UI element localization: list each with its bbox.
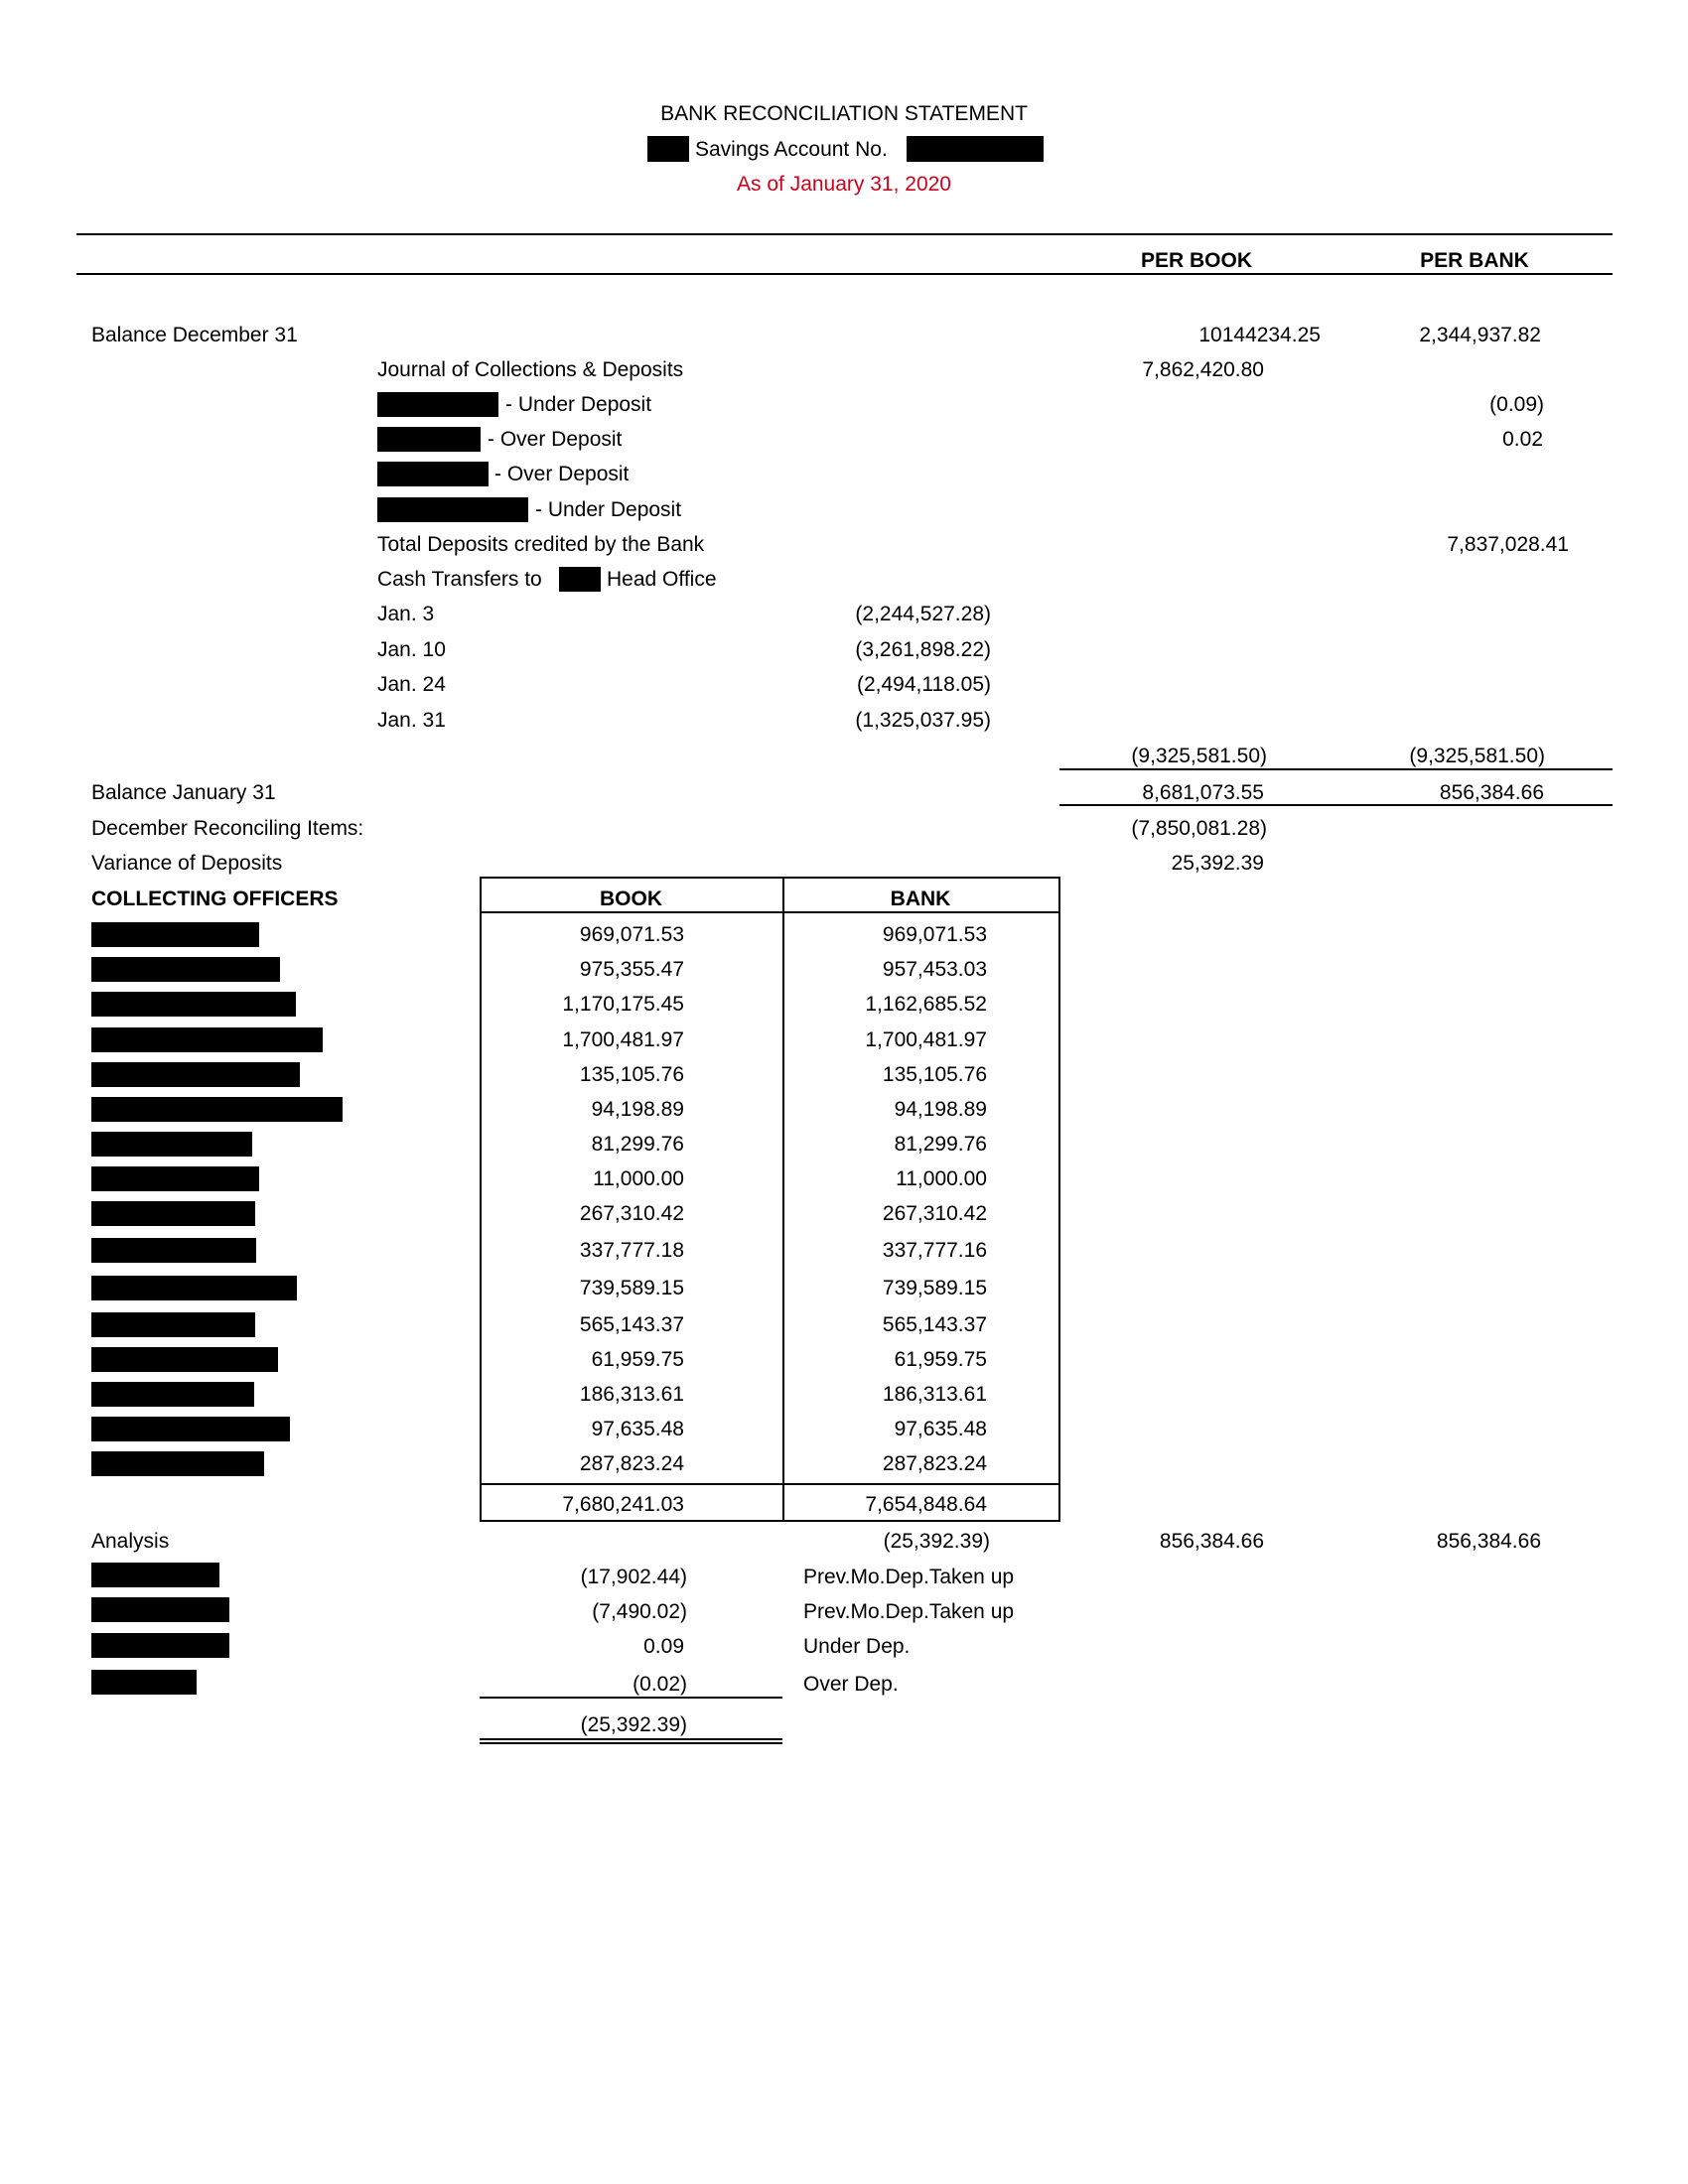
transfer-amount: (2,494,118.05): [856, 673, 991, 696]
officer-book: 135,105.76: [579, 1063, 684, 1086]
redaction-bar: [91, 992, 296, 1017]
analysis-desc: Over Dep.: [803, 1673, 899, 1696]
double-rule-1: [480, 1738, 782, 1740]
redaction-bar: [91, 1633, 229, 1658]
officer-bank-header: BANK: [890, 887, 951, 910]
adjustment-label: - Over Deposit: [494, 463, 630, 485]
officer-book: 975,355.47: [579, 958, 684, 981]
variance-label: Variance of Deposits: [91, 852, 283, 875]
transfer-amount: (2,244,527.28): [855, 603, 991, 625]
officer-book: 969,071.53: [579, 923, 684, 946]
balance-rule: [1059, 804, 1613, 806]
subtotal-rule: [1059, 768, 1613, 770]
officer-bank: 186,313.61: [882, 1383, 987, 1406]
officer-book: 1,170,175.45: [562, 993, 684, 1016]
officer-book: 81,299.76: [591, 1133, 684, 1156]
cash-transfers-label: Cash Transfers to: [377, 568, 542, 591]
double-rule-2: [480, 1742, 782, 1744]
officer-bank: 94,198.89: [894, 1098, 987, 1121]
officer-book: 337,777.18: [579, 1239, 684, 1262]
transfer-date: Jan. 3: [377, 603, 435, 625]
officer-bank: 1,700,481.97: [865, 1028, 987, 1051]
header-rule-top: [76, 233, 1613, 235]
redaction-bar: [91, 1312, 255, 1337]
transfer-date: Jan. 10: [377, 638, 446, 661]
officer-table-middle: [782, 877, 784, 1522]
redaction-bar: [91, 1563, 219, 1587]
adjustment-bank: 0.02: [1502, 428, 1543, 451]
statement-date: As of January 31, 2020: [737, 173, 951, 196]
officer-bank: 81,299.76: [894, 1133, 987, 1156]
per-book-header: PER BOOK: [1140, 249, 1252, 272]
adjustment-label: - Under Deposit: [505, 393, 652, 416]
officer-bank: 135,105.76: [882, 1063, 987, 1086]
officer-book: 11,000.00: [593, 1167, 684, 1190]
analysis-total: (25,392.39): [580, 1713, 687, 1736]
transfer-date: Jan. 24: [377, 673, 446, 696]
collecting-officers-heading: COLLECTING OFFICERS: [91, 887, 339, 910]
redaction-bar: [377, 462, 489, 486]
balance-dec-bank: 2,344,937.82: [1419, 324, 1541, 346]
analysis-amount: 0.09: [643, 1635, 684, 1658]
journal-book: 7,862,420.80: [1142, 358, 1264, 381]
officer-book: 1,700,481.97: [562, 1028, 684, 1051]
adjustment-label: - Over Deposit: [488, 428, 623, 451]
redaction-bar: [907, 136, 1044, 162]
redaction-bar: [91, 957, 280, 982]
analysis-book: 856,384.66: [1159, 1530, 1264, 1553]
dec-reconciling-label: December Reconciling Items:: [91, 817, 364, 840]
officer-bank: 739,589.15: [882, 1277, 987, 1299]
analysis-desc: Prev.Mo.Dep.Taken up: [803, 1600, 1015, 1623]
adjustment-bank: (0.09): [1489, 393, 1544, 416]
officer-book: 186,313.61: [579, 1383, 684, 1406]
redaction-bar: [91, 1382, 254, 1407]
officer-table-left: [480, 877, 482, 1522]
officer-table-bottom: [480, 1520, 1060, 1522]
officer-book: 565,143.37: [579, 1313, 684, 1336]
redaction-bar: [647, 136, 689, 162]
journal-label: Journal of Collections & Deposits: [377, 358, 684, 381]
analysis-desc: Under Dep.: [803, 1635, 911, 1658]
redaction-bar: [91, 1166, 259, 1191]
page-title: BANK RECONCILIATION STATEMENT: [660, 102, 1028, 125]
redaction-bar: [91, 1238, 256, 1263]
redaction-bar: [377, 427, 481, 452]
officer-book: 287,823.24: [579, 1452, 684, 1475]
officer-bank: 267,310.42: [882, 1202, 987, 1225]
analysis-diff: (25,392.39): [883, 1530, 990, 1553]
redaction-bar: [91, 1027, 323, 1052]
total-deposits-bank: 7,837,028.41: [1447, 533, 1569, 556]
balance-jan-label: Balance January 31: [91, 781, 276, 804]
officer-total-book: 7,680,241.03: [562, 1493, 684, 1516]
cash-transfers-dest: Head Office: [607, 568, 717, 591]
analysis-amount: (17,902.44): [580, 1566, 687, 1588]
officer-book: 97,635.48: [591, 1418, 684, 1440]
officer-header-rule: [480, 911, 1060, 913]
variance-book: 25,392.39: [1171, 852, 1264, 875]
transfers-total-book: (9,325,581.50): [1131, 745, 1267, 767]
analysis-desc: Prev.Mo.Dep.Taken up: [803, 1566, 1015, 1588]
officer-table-right: [1058, 877, 1060, 1522]
officer-book: 61,959.75: [591, 1348, 684, 1371]
redaction-bar: [91, 1451, 264, 1476]
total-deposits-label: Total Deposits credited by the Bank: [377, 533, 705, 556]
officer-book: 739,589.15: [579, 1277, 684, 1299]
officer-book: 267,310.42: [579, 1202, 684, 1225]
per-bank-header: PER BANK: [1420, 249, 1529, 272]
account-label: Savings Account No.: [695, 138, 888, 161]
transfer-date: Jan. 31: [377, 709, 446, 732]
transfer-amount: (3,261,898.22): [855, 638, 991, 661]
redaction-bar: [91, 1276, 297, 1300]
redaction-bar: [91, 1670, 197, 1695]
redaction-bar: [91, 1597, 229, 1622]
officer-bank: 11,000.00: [896, 1167, 987, 1190]
officer-bank: 61,959.75: [894, 1348, 987, 1371]
balance-dec-book: 10144234.25: [1198, 324, 1321, 346]
balance-jan-bank: 856,384.66: [1439, 781, 1544, 804]
analysis-amount: (0.02): [633, 1673, 687, 1696]
redaction-bar: [91, 922, 259, 947]
analysis-bank: 856,384.66: [1436, 1530, 1541, 1553]
redaction-bar: [559, 567, 601, 592]
transfers-total-bank: (9,325,581.50): [1409, 745, 1545, 767]
redaction-bar: [91, 1347, 278, 1372]
adjustment-label: - Under Deposit: [535, 498, 682, 521]
redaction-bar: [377, 497, 528, 522]
transfer-amount: (1,325,037.95): [855, 709, 991, 732]
balance-jan-book: 8,681,073.55: [1142, 781, 1264, 804]
analysis-total-rule: [480, 1697, 782, 1699]
officer-bank: 565,143.37: [882, 1313, 987, 1336]
officer-bank: 957,453.03: [882, 958, 987, 981]
dec-reconciling-book: (7,850,081.28): [1131, 817, 1267, 840]
redaction-bar: [377, 392, 498, 417]
officer-bank: 287,823.24: [882, 1452, 987, 1475]
redaction-bar: [91, 1417, 290, 1441]
analysis-label: Analysis: [91, 1530, 170, 1553]
officer-total-bank: 7,654,848.64: [865, 1493, 987, 1516]
officer-total-rule: [480, 1483, 1060, 1485]
officer-table-top: [480, 877, 1060, 879]
officer-bank: 1,162,685.52: [865, 993, 987, 1016]
analysis-amount: (7,490.02): [592, 1600, 687, 1623]
officer-book: 94,198.89: [591, 1098, 684, 1121]
redaction-bar: [91, 1062, 300, 1087]
officer-bank: 97,635.48: [894, 1418, 987, 1440]
officer-bank: 337,777.16: [882, 1239, 987, 1262]
officer-bank: 969,071.53: [882, 923, 987, 946]
officer-book-header: BOOK: [600, 887, 662, 910]
redaction-bar: [91, 1097, 343, 1122]
redaction-bar: [91, 1201, 255, 1226]
balance-dec-label: Balance December 31: [91, 324, 298, 346]
header-rule-bottom: [76, 273, 1613, 275]
redaction-bar: [91, 1132, 252, 1157]
